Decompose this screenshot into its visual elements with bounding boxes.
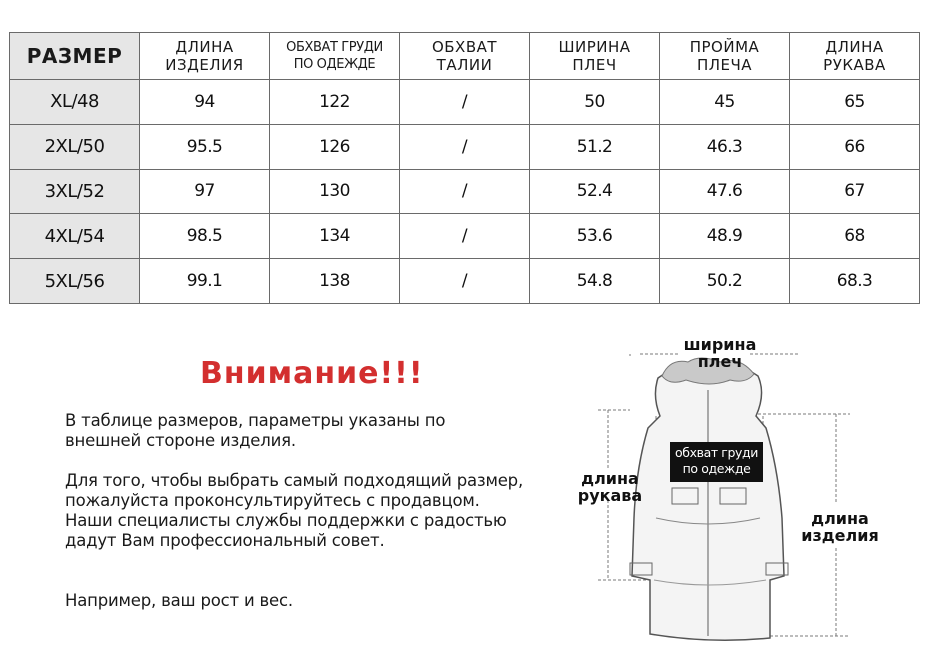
value-cell: 68 [790,214,920,259]
value-cell: 130 [270,169,400,214]
garment-length-label [795,510,885,544]
length-label-line-2: изделия [801,526,879,545]
value-cell: 95.5 [140,124,270,169]
value-cell: 138 [270,259,400,304]
value-cell: / [400,80,530,125]
header-text: ПЛЕЧ [572,56,617,74]
header-text: ОБХВАТ [431,38,498,56]
header-text: ПРОЙМА [689,38,760,56]
table-row [10,214,920,259]
value-cell: 45 [660,80,790,125]
sleeve-label-line-1: длина [581,469,639,488]
value-cell: 97 [140,169,270,214]
table-row [10,259,920,304]
header-text: РАЗМЕР [26,44,123,68]
value-cell: 50.2 [660,259,790,304]
value-cell: 66 [790,124,920,169]
value-cell: 67 [790,169,920,214]
value-cell: 46.3 [660,124,790,169]
notice-paragraph-2: Для того, чтобы выбрать самый подходящий размер, пожалуйста проконсультируйтесь с продавцом. Наши специалисты службы поддержки с радостью дадут Вам профессиональный совет. [65,471,523,550]
parka-shape [630,358,788,640]
sleeve-length-label [570,470,650,504]
table-row [10,169,920,214]
value-cell: 48.9 [660,214,790,259]
value-cell: 52.4 [530,169,660,214]
value-cell: 134 [270,214,400,259]
header-col-6 [790,33,920,80]
size-cell: 4XL/54 [10,214,140,259]
value-cell: 68.3 [790,259,920,304]
value-cell: / [400,169,530,214]
value-cell: 122 [270,80,400,125]
table-row [10,124,920,169]
value-cell: 51.2 [530,124,660,169]
value-cell: / [400,259,530,304]
size-cell: 5XL/56 [10,259,140,304]
header-text: РУКАВА [823,56,886,74]
header-text: ОБХВАТ ГРУДИ [286,40,383,55]
header-col-2 [270,33,400,80]
value-cell: / [400,124,530,169]
header-col-5 [660,33,790,80]
value-cell: 94 [140,80,270,125]
value-cell: 53.6 [530,214,660,259]
value-cell: / [400,214,530,259]
value-cell: 98.5 [140,214,270,259]
size-cell: 3XL/52 [10,169,140,214]
notice-paragraph-3: Например, ваш рост и вес. [65,591,293,610]
notice-title: Внимание!!! [200,356,424,391]
header-row [10,33,920,80]
header-col-3 [400,33,530,80]
shoulder-label-line-2: плеч [697,352,743,371]
size-table-header [10,33,920,80]
size-cell: 2XL/50 [10,124,140,169]
notice-paragraph-1: В таблице размеров, параметры указаны по внешней стороне изделия. [65,411,446,450]
header-text: ПО ОДЕЖДЕ [293,57,376,72]
size-cell: XL/48 [10,80,140,125]
sleeve-label-line-2: рукава [577,486,643,505]
chest-label-line-1: обхват груди [675,445,758,460]
jacket-measurement-figure [570,318,930,651]
chest-girth-label [670,442,763,482]
header-text: ДЛИНА [825,38,884,56]
header-text: ТАЛИИ [436,56,493,74]
value-cell: 47.6 [660,169,790,214]
value-cell: 65 [790,80,920,125]
shoulder-label-line-1: ширина [683,335,757,354]
chest-label-line-2: по одежде [682,461,751,476]
header-col-4 [530,33,660,80]
size-table-body [10,80,920,304]
header-text: ШИРИНА [558,38,631,56]
value-cell: 126 [270,124,400,169]
size-table [9,32,920,304]
header-size [10,33,140,80]
value-cell: 50 [530,80,660,125]
header-col-1 [140,33,270,80]
length-label-line-1: длина [811,509,869,528]
value-cell: 99.1 [140,259,270,304]
table-row [10,80,920,125]
header-text: ДЛИНА [175,38,234,56]
shoulder-width-label [670,336,770,370]
header-text: ПЛЕЧА [696,56,753,74]
value-cell: 54.8 [530,259,660,304]
header-text: ИЗДЕЛИЯ [165,56,244,74]
